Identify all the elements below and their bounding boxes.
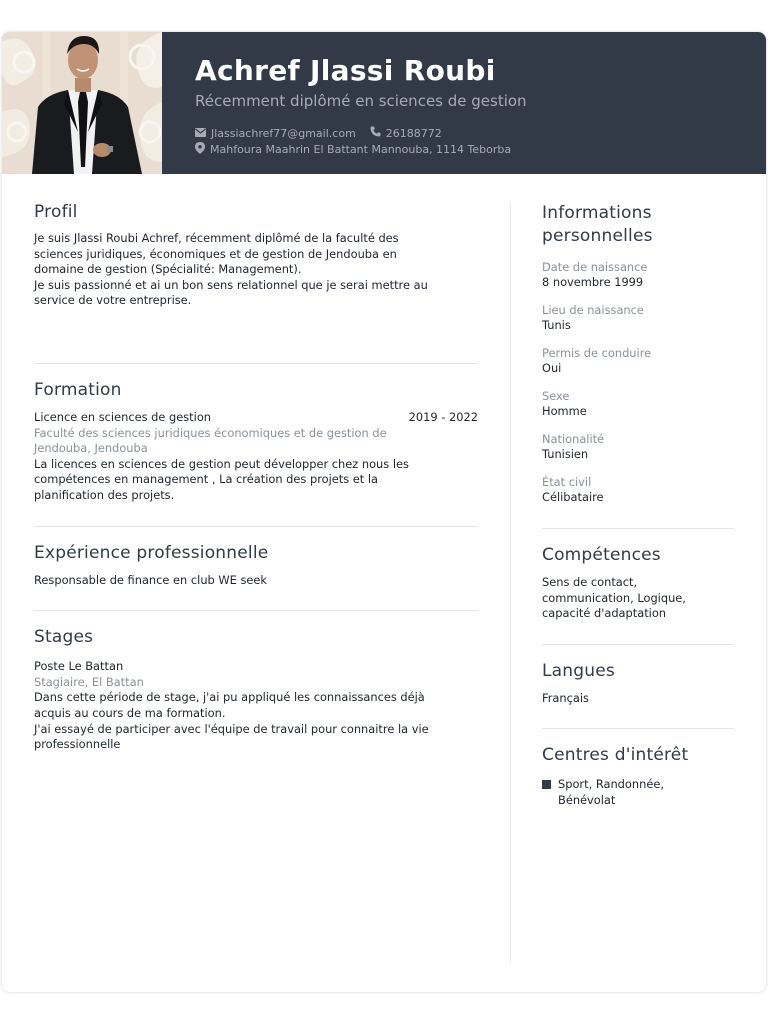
internship-role: Stagiaire, El Battan — [34, 674, 144, 689]
degree-name: Licence en sciences de gestion — [34, 409, 212, 424]
language-item: Français — [542, 690, 589, 705]
degree-dates: 2019 - 2022 — [408, 409, 478, 424]
interest-item: Sport, Randonnée, Bénévolat — [542, 777, 734, 808]
school-name: Faculté des sciences juridiques économiques et de gestion de Jendouba, Jendouba — [34, 425, 387, 456]
education-section — [34, 380, 478, 504]
internship-description: Dans cette période de stage, j'ai pu appliqué les connaissances déjà acquis au cours de ma formation. J'ai essayé de participer avec l'équipe de travail pour connaitre la vie professionnelle — [34, 690, 429, 752]
section-title: Centres d'intérêt — [542, 745, 689, 766]
education-header — [34, 410, 478, 426]
info-item-gender: Sexe Homme — [542, 389, 587, 418]
section-title: Langues — [542, 660, 615, 681]
section-title: Profil — [34, 202, 78, 222]
experience-item: Responsable de finance en club WE seek — [34, 572, 268, 587]
info-item-nationality: Nationalité Tunisien — [542, 432, 605, 461]
personal-info-section — [542, 202, 734, 505]
info-item-birthplace: Lieu de naissance Tunis — [542, 303, 644, 332]
contact-line-1 — [195, 126, 442, 140]
sidebar-column — [542, 202, 734, 809]
section-title: Expérience professionnelle — [34, 542, 269, 563]
column-divider — [510, 202, 511, 964]
square-bullet-icon — [542, 780, 551, 789]
section-title: Formation — [34, 379, 122, 400]
resume-page — [2, 32, 766, 992]
phone-icon — [370, 126, 381, 140]
education-description: La licences en sciences de gestion peut développer chez nous les compétences en management , La création des projets et la planification des projets. — [34, 456, 409, 502]
info-item-marital-status: État civil Célibataire — [542, 475, 604, 504]
info-item-birthdate: Date de naissance 8 novembre 1999 — [542, 260, 648, 289]
candidate-name: Achref Jlassi Roubi — [195, 54, 496, 87]
profile-photo — [2, 32, 162, 174]
contact-line-2 — [195, 142, 511, 156]
internships-section — [34, 627, 478, 753]
interests-section — [542, 745, 734, 808]
email-text[interactable]: Jlassiachref77@gmail.com — [211, 126, 356, 140]
internship-company: Poste Le Battan — [34, 659, 124, 674]
resume-header — [2, 32, 766, 174]
phone-text[interactable]: 26188772 — [385, 126, 442, 140]
envelope-icon — [195, 127, 206, 140]
languages-section — [542, 661, 734, 707]
address-text: Mahfoura Maahrin El Battant Mannouba, 1114 Teborba — [210, 142, 512, 156]
candidate-title: Récemment diplômé en sciences de gestion — [195, 92, 527, 110]
skills-text: Sens de contact, communication, Logique, capacité d'adaptation — [542, 575, 686, 621]
info-item-license: Permis de conduire Oui — [542, 346, 652, 375]
profile-section — [34, 202, 478, 309]
section-title: Compétences — [542, 545, 661, 565]
section-title: Informations personnelles — [542, 203, 653, 246]
profile-text: Je suis Jlassi Roubi Achref, récemment diplômé de la faculté des sciences juridiques, économiques et de gestion de Jendouba en domaine de gestion (Spécialité: Management). Je suis passionné et ai un bon sens relationnel que je serai mettre au service de votre entreprise. — [34, 231, 428, 308]
skills-section — [542, 545, 734, 622]
experience-section — [34, 543, 478, 589]
main-column — [34, 202, 478, 753]
section-title: Stages — [34, 627, 94, 648]
map-pin-icon — [195, 142, 205, 157]
